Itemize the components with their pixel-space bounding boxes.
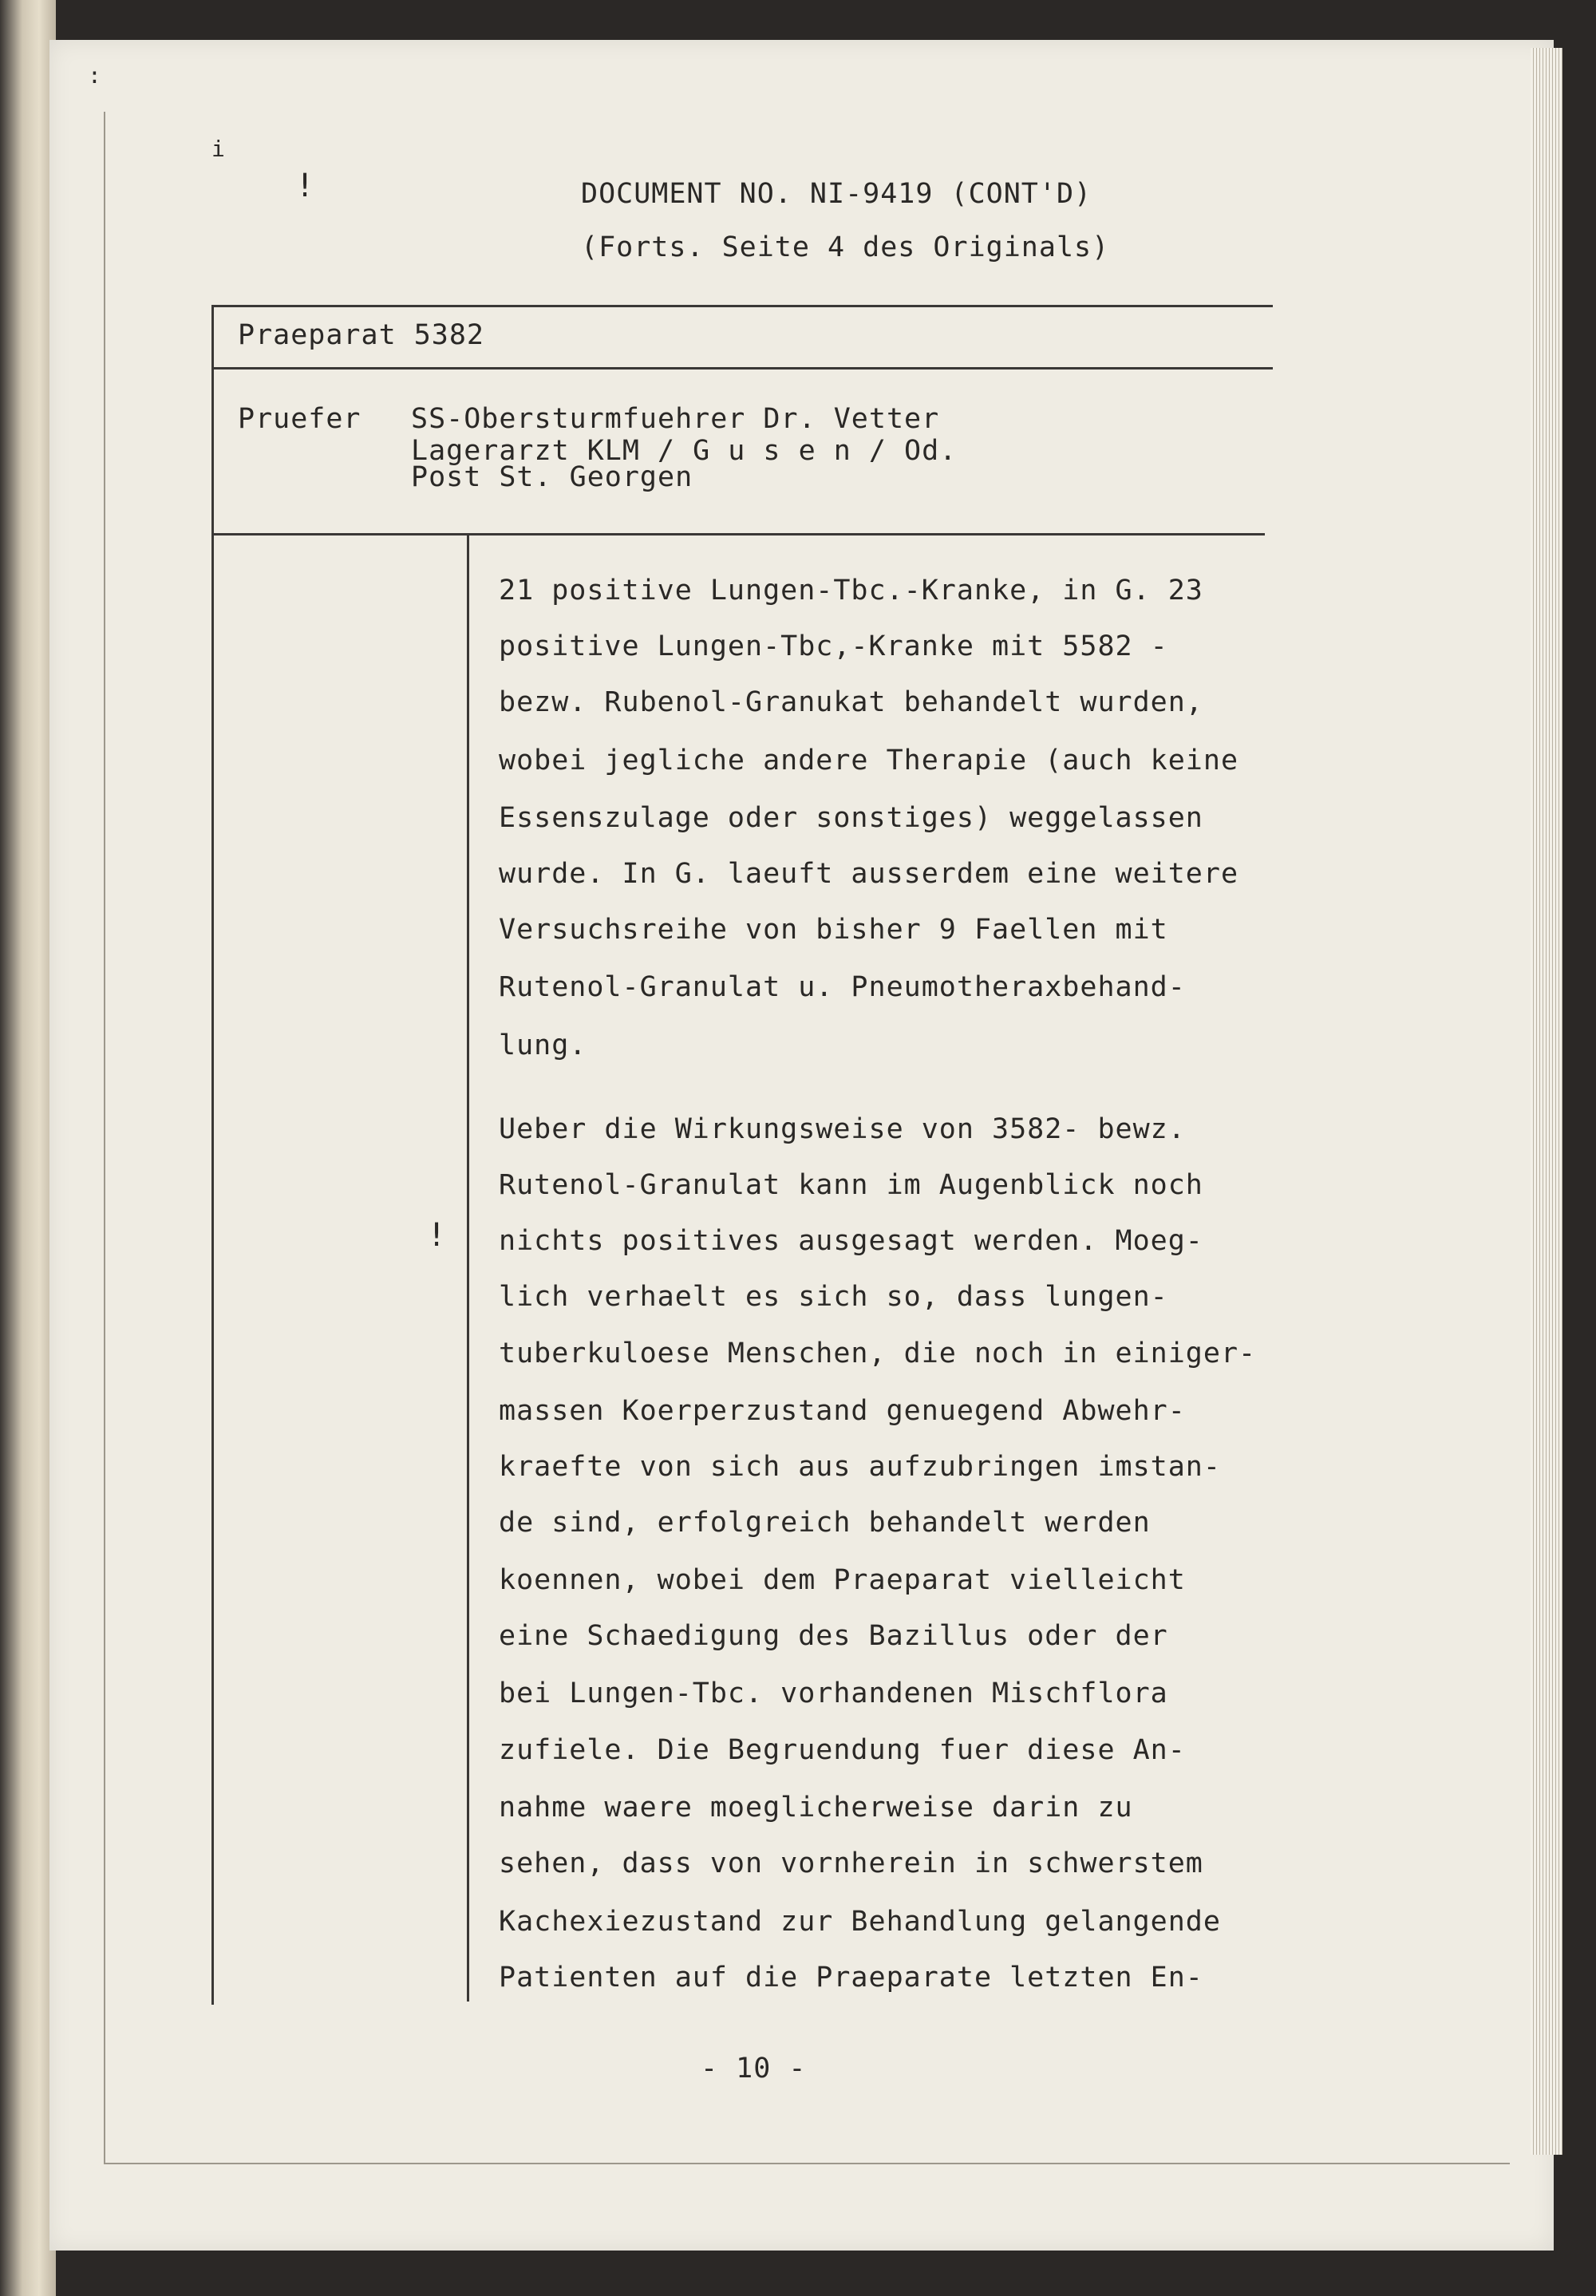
body-line: nichts positives ausgesagt werden. Moeg- <box>499 1225 1203 1257</box>
preparation-label: Praeparat 5382 <box>238 319 485 351</box>
table-left-rule <box>211 305 214 2005</box>
body-line: Patienten auf die Praeparate letzten En- <box>499 1962 1203 1994</box>
body-line: wurde. In G. laeuft ausserdem eine weitere <box>499 858 1239 890</box>
stray-mark: i <box>211 136 225 162</box>
body-column-rule <box>467 533 469 2002</box>
binding-strip <box>0 0 56 2296</box>
body-line: lung. <box>499 1029 587 1061</box>
body-line: eine Schaedigung des Bazillus oder der <box>499 1620 1168 1652</box>
page-edges <box>1531 48 1562 2155</box>
body-line: bei Lungen-Tbc. vorhandenen Mischflora <box>499 1678 1168 1709</box>
stray-mark: ! <box>427 1217 447 1254</box>
examiner-line: SS-Obersturmfuehrer Dr. Vetter <box>411 403 940 435</box>
body-line: Kachexiezustand zur Behandlung gelangende <box>499 1906 1221 1938</box>
body-line: kraefte von sich aus aufzubringen imstan- <box>499 1451 1221 1483</box>
examiner-rule <box>211 533 1265 535</box>
preparation-rule <box>211 367 1273 369</box>
document-number: DOCUMENT NO. NI-9419 (CONT'D) <box>581 178 1092 210</box>
body-line: wobei jegliche andere Therapie (auch keine <box>499 745 1239 777</box>
body-line: nahme waere moeglicherweise darin zu <box>499 1792 1133 1824</box>
examiner-label: Pruefer <box>238 403 361 435</box>
stray-mark: ! <box>295 168 315 204</box>
body-line: Versuchsreihe von bisher 9 Faellen mit <box>499 914 1168 946</box>
body-line: sehen, dass von vornherein in schwerstem <box>499 1847 1203 1879</box>
page-number: - 10 - <box>701 2053 807 2085</box>
examiner-line: Lagerarzt KLM / G u s e n / Od. <box>411 435 958 467</box>
body-line: zufiele. Die Begruendung fuer diese An- <box>499 1734 1186 1766</box>
body-line: Essenszulage oder sonstiges) weggelassen <box>499 802 1203 834</box>
body-line: Rutenol-Granulat u. Pneumotheraxbehand- <box>499 971 1186 1003</box>
body-line: 21 positive Lungen-Tbc.-Kranke, in G. 23 <box>499 575 1203 607</box>
body-line: massen Koerperzustand genuegend Abwehr- <box>499 1395 1186 1427</box>
body-line: Ueber die Wirkungsweise von 3582- bewz. <box>499 1113 1186 1145</box>
body-line: lich verhaelt es sich so, dass lungen- <box>499 1281 1168 1313</box>
body-line: tuberkuloese Menschen, die noch in einiger- <box>499 1338 1257 1369</box>
examiner-line: Post St. Georgen <box>411 461 693 493</box>
body-line: de sind, erfolgreich behandelt werden <box>499 1507 1151 1539</box>
body-line: positive Lungen-Tbc,-Kranke mit 5582 - <box>499 630 1168 662</box>
document-subtitle: (Forts. Seite 4 des Originals) <box>581 231 1110 263</box>
body-line: koennen, wobei dem Praeparat vielleicht <box>499 1564 1186 1596</box>
body-line: bezw. Rubenol-Granukat behandelt wurden, <box>499 686 1203 718</box>
body-line: Rutenol-Granulat kann im Augenblick noch <box>499 1169 1203 1201</box>
stray-mark: : <box>88 62 101 89</box>
table-top-rule <box>211 305 1273 307</box>
